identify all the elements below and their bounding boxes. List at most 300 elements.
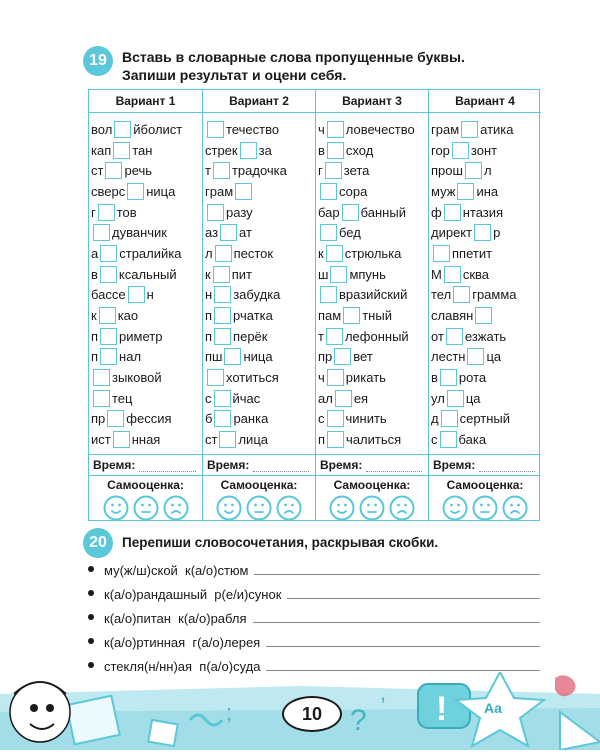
word-fragment: рота: [458, 370, 487, 386]
word-fragment: као: [117, 308, 139, 324]
word-fragment: ч: [318, 370, 325, 386]
letter-box[interactable]: [214, 390, 231, 407]
exercise-phrase: му(ж/ш)ской к(а/о)стюм: [104, 563, 249, 578]
word-fragment: г: [318, 163, 323, 179]
word-fragment: грам: [431, 121, 460, 137]
word-fragment: г: [91, 204, 96, 220]
word-fragment: в: [318, 142, 325, 158]
word-item: [91, 388, 202, 409]
word-item: [205, 429, 315, 450]
self-assessment: [203, 478, 315, 521]
word-fragment: пр: [318, 349, 333, 365]
word-fragment: лица: [238, 432, 268, 448]
letter-box[interactable]: [100, 266, 117, 283]
letter-box[interactable]: [327, 121, 344, 138]
letter-box[interactable]: [99, 307, 116, 324]
word-fragment: тов: [116, 204, 137, 220]
word-fragment: стрек: [205, 142, 238, 158]
letter-box[interactable]: [220, 224, 237, 241]
letter-box[interactable]: [93, 224, 110, 241]
word-item: [205, 140, 315, 161]
word-fragment: ина: [476, 183, 499, 199]
word-fragment: сква: [462, 266, 490, 282]
letter-box[interactable]: [219, 431, 236, 448]
word-fragment: ца: [465, 390, 481, 406]
variant-column: [89, 90, 202, 520]
word-item: [318, 181, 428, 202]
variant-title: Вариант 4: [429, 90, 541, 113]
time-label: Время:: [93, 458, 136, 472]
word-fragment: ат: [239, 225, 252, 241]
letter-box[interactable]: [444, 266, 461, 283]
letter-box[interactable]: [433, 245, 450, 262]
word-fragment: грам: [205, 183, 234, 199]
task-instruction-line1: Вставь в словарные слова пропущенные буквы.: [122, 49, 465, 65]
word-fragment: М: [431, 266, 442, 282]
word-fragment: ница: [243, 349, 273, 365]
word-item: [318, 347, 428, 368]
self-assessment: [316, 478, 428, 521]
letter-box[interactable]: [342, 204, 359, 221]
word-fragment: пр: [91, 411, 106, 427]
word-fragment: атика: [480, 121, 514, 137]
word-fragment: от: [431, 328, 444, 344]
word-fragment: дуванчик: [112, 225, 167, 241]
word-fragment: риметр: [119, 328, 163, 344]
word-item: [205, 222, 315, 243]
word-fragment: ист: [91, 432, 111, 448]
word-item: [318, 409, 428, 430]
word-item: [91, 243, 202, 264]
word-fragment: чалиться: [346, 432, 402, 448]
letter-box[interactable]: [240, 142, 257, 159]
variant-column: [202, 90, 315, 520]
word-fragment: ппетит: [452, 245, 493, 261]
word-fragment: сверс: [91, 183, 126, 199]
word-fragment: сора: [339, 183, 368, 199]
word-fragment: прош: [431, 163, 463, 179]
word-fragment: аз: [205, 225, 219, 241]
word-fragment: зыковой: [112, 370, 162, 386]
word-fragment: п: [91, 328, 99, 344]
letter-box[interactable]: [447, 390, 464, 407]
svg-text:;: ;: [226, 700, 233, 725]
word-fragment: стрюлька: [344, 245, 402, 261]
word-item: [205, 326, 315, 347]
smiley-neutral-icon[interactable]: [472, 495, 498, 521]
word-item: [91, 160, 202, 181]
word-fragment: к: [205, 266, 211, 282]
word-item: [205, 202, 315, 223]
letter-box[interactable]: [326, 245, 343, 262]
word-item: [91, 285, 202, 306]
answer-line[interactable]: [254, 574, 540, 575]
letter-box[interactable]: [107, 410, 124, 427]
letter-box[interactable]: [214, 410, 231, 427]
word-fragment: разу: [226, 204, 253, 220]
bullet-icon: [88, 566, 94, 572]
word-item: [205, 243, 315, 264]
word-fragment: зонт: [470, 142, 498, 158]
letter-box[interactable]: [327, 142, 344, 159]
letter-box[interactable]: [214, 328, 231, 345]
self-assessment: [429, 478, 541, 521]
letter-box[interactable]: [441, 410, 458, 427]
variant-column: [428, 90, 541, 520]
word-fragment: рикать: [345, 370, 386, 386]
word-item: [318, 243, 428, 264]
word-fragment: ул: [431, 390, 445, 406]
word-item: [318, 388, 428, 409]
word-item: [431, 243, 541, 264]
word-item: [205, 264, 315, 285]
word-fragment: гор: [431, 142, 450, 158]
letter-box[interactable]: [214, 286, 231, 303]
smiley-happy-icon[interactable]: [442, 495, 468, 521]
word-fragment: лефонный: [344, 328, 409, 344]
word-fragment: перёк: [233, 328, 268, 344]
word-fragment: тан: [132, 142, 153, 158]
smiley-group: [429, 495, 541, 521]
variant-title: Вариант 2: [203, 90, 315, 113]
letter-box[interactable]: [325, 162, 342, 179]
letter-box[interactable]: [207, 204, 224, 221]
letter-box[interactable]: [343, 307, 360, 324]
word-item: [318, 202, 428, 223]
smiley-neutral-icon[interactable]: [246, 495, 272, 521]
exercise-phrase: к(а/о)ртинная г(а/о)лерея: [104, 635, 261, 650]
word-fragment: в: [431, 370, 438, 386]
letter-box[interactable]: [213, 162, 230, 179]
self-assessment-label: Самооценка:: [446, 478, 524, 492]
word-item: [205, 305, 315, 326]
letter-box[interactable]: [457, 183, 474, 200]
exercise-item: [88, 580, 540, 602]
word-fragment: йболист: [133, 121, 183, 137]
word-fragment: с: [431, 432, 438, 448]
smiley-sad-icon[interactable]: [276, 495, 302, 521]
word-fragment: нная: [131, 432, 161, 448]
word-fragment: лестн: [431, 349, 466, 365]
word-item: [91, 119, 202, 140]
word-item: [431, 264, 541, 285]
word-item: [431, 326, 541, 347]
word-item: [91, 326, 202, 347]
task-instruction: [122, 48, 465, 84]
self-assessment-label: Самооценка:: [220, 478, 298, 492]
word-fragment: л: [205, 245, 213, 261]
letter-box[interactable]: [330, 266, 347, 283]
word-fragment: б: [205, 411, 213, 427]
word-fragment: ница: [146, 183, 176, 199]
letter-box[interactable]: [452, 142, 469, 159]
variant-title: Вариант 1: [89, 90, 202, 113]
letter-box[interactable]: [213, 266, 230, 283]
letter-box[interactable]: [207, 369, 224, 386]
word-fragment: пам: [318, 308, 342, 324]
word-fragment: п: [318, 432, 326, 448]
word-list: [429, 113, 541, 450]
word-fragment: т: [318, 328, 324, 344]
letter-box[interactable]: [453, 286, 470, 303]
letter-box[interactable]: [215, 245, 232, 262]
word-fragment: фессия: [126, 411, 172, 427]
word-fragment: в: [91, 266, 98, 282]
word-item: [205, 181, 315, 202]
word-fragment: бассе: [91, 287, 126, 303]
word-item: [91, 367, 202, 388]
word-fragment: пит: [231, 266, 252, 282]
answer-line[interactable]: [266, 670, 540, 671]
word-fragment: ш: [318, 266, 329, 282]
exercise-item: [88, 604, 540, 626]
word-item: [205, 409, 315, 430]
answer-line[interactable]: [253, 622, 540, 623]
word-fragment: йчас: [232, 390, 261, 406]
letter-box[interactable]: [114, 121, 131, 138]
letter-box[interactable]: [327, 369, 344, 386]
word-fragment: рчатка: [233, 308, 273, 324]
exercise-phrase: стекля(н/нн)ая п(а/о)суда: [104, 659, 261, 674]
word-fragment: хотиться: [226, 370, 279, 386]
exercise-item: [88, 556, 540, 578]
task-number: 19: [89, 52, 107, 69]
smiley-group: [89, 495, 202, 521]
word-item: [431, 285, 541, 306]
word-fragment: пш: [205, 349, 223, 365]
letter-box[interactable]: [326, 328, 343, 345]
word-item: [431, 388, 541, 409]
letter-box[interactable]: [474, 224, 491, 241]
time-label: Время:: [433, 458, 476, 472]
letter-box[interactable]: [327, 410, 344, 427]
word-item: [318, 305, 428, 326]
letter-box[interactable]: [113, 142, 130, 159]
word-item: [205, 119, 315, 140]
bullet-icon: [88, 590, 94, 596]
word-item: [431, 305, 541, 326]
letter-box[interactable]: [207, 121, 224, 138]
word-fragment: речь: [124, 163, 153, 179]
word-item: [91, 222, 202, 243]
word-list: [316, 113, 428, 450]
corner-label: Aa: [484, 700, 502, 716]
word-fragment: вразийский: [339, 287, 408, 303]
letter-box[interactable]: [440, 431, 457, 448]
word-fragment: к: [318, 245, 324, 261]
svg-text:,: ,: [380, 680, 387, 705]
smiley-group: [203, 495, 315, 521]
word-fragment: тец: [112, 390, 133, 406]
word-item: [91, 347, 202, 368]
letter-box[interactable]: [320, 224, 337, 241]
self-assessment: [89, 478, 202, 521]
word-item: [318, 140, 428, 161]
smiley-happy-icon[interactable]: [329, 495, 355, 521]
word-fragment: сход: [345, 142, 374, 158]
word-item: [318, 264, 428, 285]
word-fragment: с: [205, 390, 212, 406]
letter-box[interactable]: [475, 307, 492, 324]
word-fragment: к: [91, 308, 97, 324]
word-fragment: нал: [119, 349, 142, 365]
word-list: [203, 113, 315, 450]
word-fragment: ранка: [233, 411, 269, 427]
word-fragment: п: [205, 308, 213, 324]
word-fragment: муж: [431, 183, 456, 199]
word-item: [431, 409, 541, 430]
word-list: [89, 113, 202, 450]
word-fragment: езжать: [464, 328, 507, 344]
page-number: 10: [301, 703, 323, 724]
letter-box[interactable]: [461, 121, 478, 138]
word-fragment: ловечество: [345, 121, 415, 137]
letter-box[interactable]: [320, 286, 337, 303]
word-fragment: течество: [226, 121, 280, 137]
task-number-20: 20: [89, 534, 107, 551]
self-assessment-label: Самооценка:: [107, 478, 184, 492]
word-fragment: вет: [353, 349, 373, 365]
word-fragment: ст: [91, 163, 104, 179]
word-fragment: чинить: [345, 411, 387, 427]
letter-box[interactable]: [444, 204, 461, 221]
variant-title: Вариант 3: [316, 90, 428, 113]
smiley-sad-icon[interactable]: [389, 495, 415, 521]
variant-column: [315, 90, 428, 520]
word-item: [91, 264, 202, 285]
word-item: [91, 409, 202, 430]
page-number-oval: [282, 696, 342, 732]
word-fragment: п: [91, 349, 99, 365]
word-item: [318, 367, 428, 388]
word-item: [431, 202, 541, 223]
word-item: [318, 326, 428, 347]
word-fragment: банный: [360, 204, 406, 220]
word-fragment: н: [205, 287, 213, 303]
word-fragment: мпунь: [349, 266, 386, 282]
smiley-happy-icon[interactable]: [216, 495, 242, 521]
letter-box[interactable]: [100, 245, 117, 262]
word-fragment: ф: [431, 204, 442, 220]
answer-line[interactable]: [266, 646, 540, 647]
letter-box[interactable]: [100, 348, 117, 365]
word-fragment: л: [483, 163, 492, 179]
answer-line[interactable]: [287, 598, 540, 599]
word-fragment: бед: [339, 225, 361, 241]
task20-instruction: Перепиши словосочетания, раскрывая скобки.: [122, 535, 439, 550]
word-item: [91, 140, 202, 161]
word-item: [431, 119, 541, 140]
letter-box[interactable]: [98, 204, 115, 221]
task-number-badge: [83, 46, 113, 76]
svg-text:!: !: [436, 690, 448, 728]
word-fragment: зета: [343, 163, 370, 179]
word-fragment: д: [431, 411, 439, 427]
letter-box[interactable]: [113, 431, 130, 448]
letter-box[interactable]: [128, 286, 145, 303]
bullet-icon: [88, 638, 94, 644]
letter-box[interactable]: [334, 348, 351, 365]
letter-box[interactable]: [214, 307, 231, 324]
word-fragment: с: [318, 411, 325, 427]
exercise-phrase: к(а/о)питан к(а/о)рабля: [104, 611, 247, 626]
word-item: [91, 202, 202, 223]
word-fragment: бака: [458, 432, 487, 448]
word-fragment: ал: [318, 390, 333, 406]
svg-text:?: ?: [350, 704, 367, 737]
word-item: [91, 305, 202, 326]
letter-box[interactable]: [100, 328, 117, 345]
smiley-sad-icon[interactable]: [163, 495, 189, 521]
word-fragment: забудка: [233, 287, 281, 303]
letter-box[interactable]: [105, 162, 122, 179]
letter-box[interactable]: [93, 369, 110, 386]
smiley-sad-icon[interactable]: [502, 495, 528, 521]
word-item: [431, 181, 541, 202]
word-fragment: н: [146, 287, 154, 303]
letter-box[interactable]: [440, 369, 457, 386]
word-item: [318, 119, 428, 140]
word-fragment: р: [493, 225, 501, 241]
word-item: [318, 160, 428, 181]
word-item: [431, 222, 541, 243]
bullet-icon: [88, 662, 94, 668]
letter-box[interactable]: [335, 390, 352, 407]
word-fragment: стралийка: [119, 245, 182, 261]
letter-box[interactable]: [320, 183, 337, 200]
word-item: [91, 429, 202, 450]
letter-box[interactable]: [465, 162, 482, 179]
word-item: [205, 285, 315, 306]
word-fragment: а: [91, 245, 99, 261]
word-fragment: тел: [431, 287, 452, 303]
letter-box[interactable]: [93, 390, 110, 407]
task-instruction-line2: Запиши результат и оцени себя.: [122, 67, 347, 83]
word-fragment: нтазия: [462, 204, 504, 220]
letter-box[interactable]: [235, 183, 252, 200]
word-fragment: тный: [362, 308, 392, 324]
word-item: [318, 222, 428, 243]
smiley-neutral-icon[interactable]: [133, 495, 159, 521]
time-label: Время:: [207, 458, 250, 472]
letter-box[interactable]: [327, 431, 344, 448]
word-fragment: вол: [91, 121, 113, 137]
letter-box[interactable]: [467, 348, 484, 365]
letter-box[interactable]: [127, 183, 144, 200]
smiley-happy-icon[interactable]: [103, 495, 129, 521]
word-item: [431, 160, 541, 181]
smiley-group: [316, 495, 428, 521]
exercise-phrase: к(а/о)рандашный р(е/и)сунок: [104, 587, 282, 602]
word-item: [91, 181, 202, 202]
word-fragment: за: [258, 142, 272, 158]
word-fragment: сертный: [459, 411, 511, 427]
word-item: [431, 429, 541, 450]
word-fragment: т: [205, 163, 211, 179]
word-fragment: ея: [353, 390, 369, 406]
word-item: [205, 367, 315, 388]
word-item: [318, 429, 428, 450]
letter-box[interactable]: [224, 348, 241, 365]
smiley-neutral-icon[interactable]: [359, 495, 385, 521]
letter-box[interactable]: [446, 328, 463, 345]
word-fragment: п: [205, 328, 213, 344]
word-fragment: ксальный: [118, 266, 177, 282]
self-assessment-label: Самооценка:: [333, 478, 411, 492]
word-fragment: ч: [318, 121, 325, 137]
word-fragment: грамма: [472, 287, 517, 303]
word-item: [318, 285, 428, 306]
